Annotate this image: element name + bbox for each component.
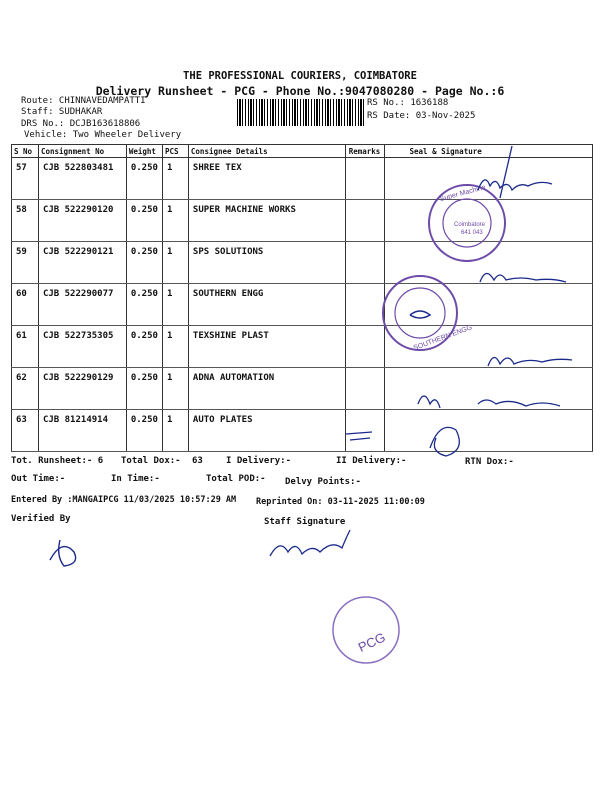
col-sno: S No: [12, 145, 39, 158]
rs-date: RS Date: 03-Nov-2025: [367, 111, 476, 121]
super-machine-stamp: [429, 184, 505, 261]
col-consignment: Consignment No: [38, 145, 126, 158]
signature-row57: [478, 146, 552, 198]
row-consignee: SUPER MACHINE WORKS: [188, 200, 345, 242]
svg-text:Super Machine: Super Machine: [439, 184, 487, 204]
col-remarks: Remarks: [345, 145, 384, 158]
rs-number: RS No.: 1636188: [367, 98, 449, 108]
row-sno: 60: [12, 284, 39, 326]
row-pcs: 1: [162, 284, 188, 326]
row-weight: 0.250: [126, 368, 162, 410]
row-consignment: CJB 522290077: [38, 284, 126, 326]
row-consignee: AUTO PLATES: [188, 410, 345, 452]
signature-row59: [480, 273, 566, 282]
vehicle-label: Vehicle: Two Wheeler Delivery: [24, 130, 182, 140]
row-pcs: 1: [162, 368, 188, 410]
row-consignment: CJB 522290120: [38, 200, 126, 242]
southern-engg-stamp: [383, 276, 473, 352]
row-pcs: 1: [162, 158, 188, 200]
total-dox-value: 63: [192, 456, 203, 466]
row-consignment: CJB 522803481: [38, 158, 126, 200]
row-pcs: 1: [162, 200, 188, 242]
svg-text:PCG: PCG: [355, 629, 388, 655]
row-weight: 0.250: [126, 242, 162, 284]
row-consignee: SOUTHERN ENGG: [188, 284, 345, 326]
staff-label: Staff: SUDHAKAR: [21, 107, 103, 117]
total-pod: Total POD:-: [206, 474, 266, 484]
row-consignee: ADNA AUTOMATION: [188, 368, 345, 410]
out-time: Out Time:-: [11, 474, 66, 484]
entered-by: Entered By :MANGAIPCG 11/03/2025 10:57:29 AM: [11, 495, 237, 505]
row-sno: 62: [12, 368, 39, 410]
total-dox-label: Total Dox:-: [121, 456, 181, 466]
ii-delivery: II Delivery:-: [336, 456, 407, 466]
staff-signature-scribble: [270, 530, 350, 556]
i-delivery: I Delivery:-: [226, 456, 292, 466]
col-seal-signature: Seal & Signature: [384, 145, 592, 158]
tot-runsheet: Tot. Runsheet:- 6: [11, 456, 104, 466]
staff-signature-label: Staff Signature: [264, 517, 346, 527]
row-weight: 0.250: [126, 284, 162, 326]
pcg-stamp: [333, 597, 399, 663]
row-weight: 0.250: [126, 410, 162, 452]
row-consignee: TEXSHINE PLAST: [188, 326, 345, 368]
row-sno: 59: [12, 242, 39, 284]
svg-text:641 043: 641 043: [461, 230, 483, 236]
row-sno: 61: [12, 326, 39, 368]
in-time: In Time:-: [111, 474, 160, 484]
svg-text:SOUTHERN ENGG: SOUTHERN ENGG: [412, 324, 474, 353]
delvy-points: Delvy Points:-: [285, 477, 361, 487]
verified-signature: [50, 540, 76, 566]
row-consignment: CJB 522290121: [38, 242, 126, 284]
signature-row62: [488, 357, 572, 366]
row-consignment: CJB 81214914: [38, 410, 126, 452]
row-sno: 63: [12, 410, 39, 452]
col-weight: Weight: [126, 145, 162, 158]
row-pcs: 1: [162, 410, 188, 452]
row-weight: 0.250: [126, 158, 162, 200]
drs-label: DRS No.: DCJB163618806: [21, 119, 141, 129]
signature-row63: [346, 396, 560, 456]
row-consignment: CJB 522290129: [38, 368, 126, 410]
company-title: THE PROFESSIONAL COURIERS, COIMBATORE: [183, 70, 417, 82]
row-sno: 57: [12, 158, 39, 200]
reprinted-on: Reprinted On: 03-11-2025 11:00:09: [256, 497, 425, 507]
row-consignee: SHREE TEX: [188, 158, 345, 200]
row-sno: 58: [12, 200, 39, 242]
row-weight: 0.250: [126, 200, 162, 242]
row-consignment: CJB 522735305: [38, 326, 126, 368]
row-weight: 0.250: [126, 326, 162, 368]
row-consignee: SPS SOLUTIONS: [188, 242, 345, 284]
rtn-dox: RTN Dox:-: [465, 457, 514, 467]
row-pcs: 1: [162, 242, 188, 284]
col-consignee: Consignee Details: [188, 145, 345, 158]
runsheet-subtitle: Delivery Runsheet - PCG - Phone No.:9047080280 - Page No.:6: [95, 84, 505, 98]
verified-by: Verified By: [11, 514, 71, 524]
col-pcs: PCS: [162, 145, 188, 158]
route-label: Route: CHINNAVEDAMPATTI: [21, 96, 146, 106]
row-pcs: 1: [162, 326, 188, 368]
svg-text:Coimbatore: Coimbatore: [454, 222, 486, 228]
